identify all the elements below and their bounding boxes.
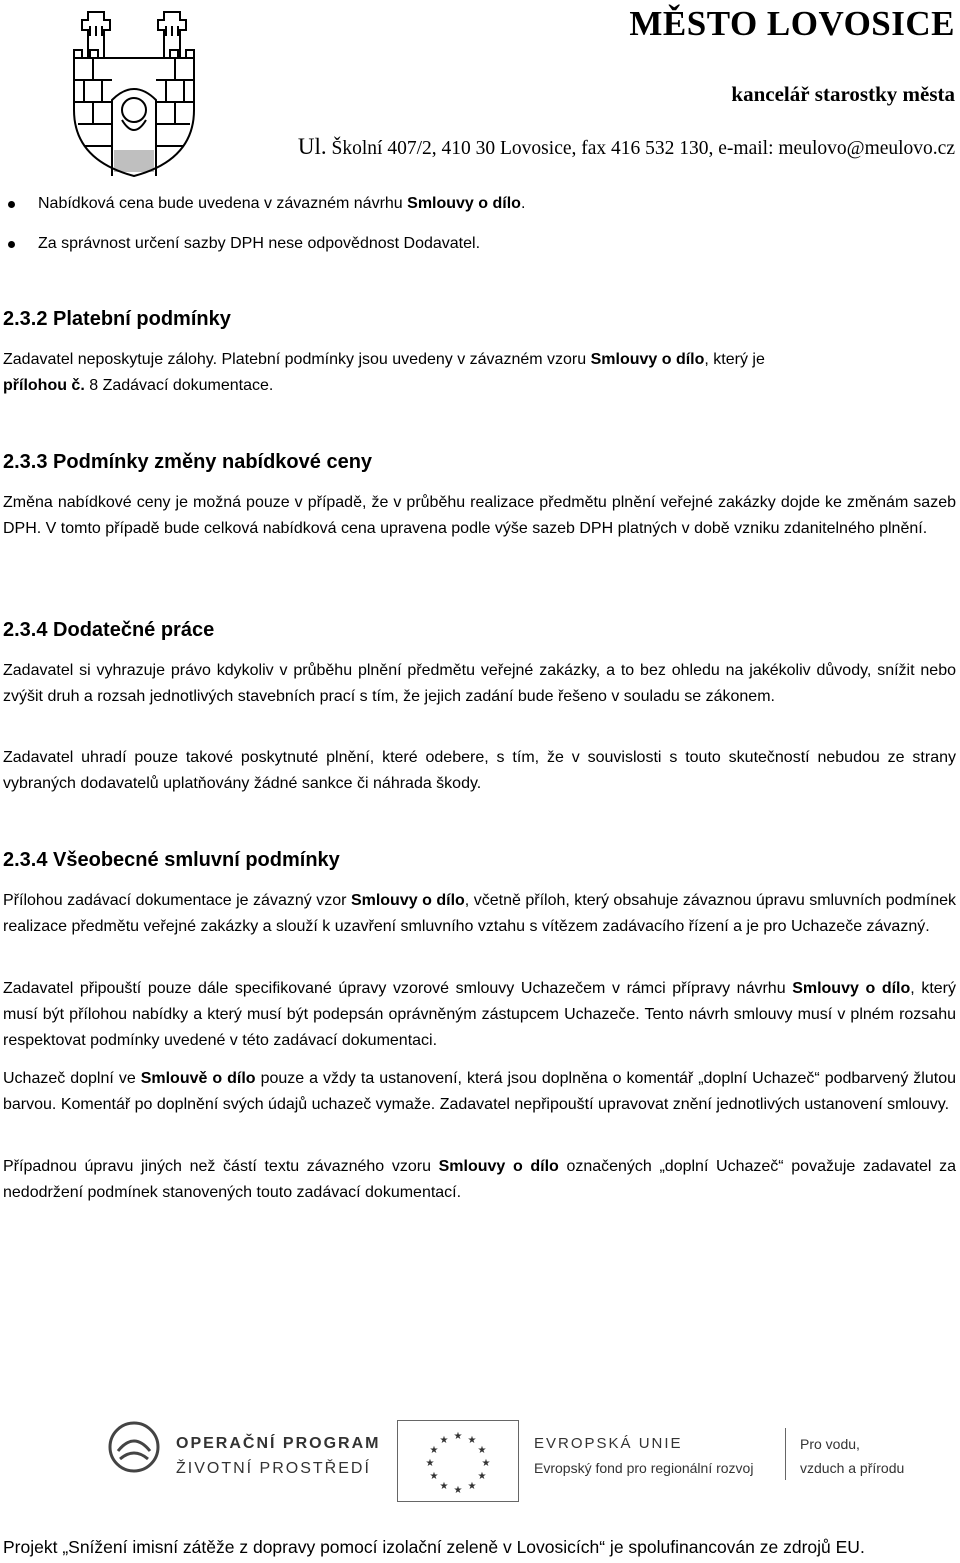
bullet-icon	[8, 201, 15, 208]
footer-project-note: Projekt „Snížení imisní zátěže z dopravy pomocí izolační zeleně v Lovosicích“ je spolufinancován ze zdrojů EU.	[3, 1537, 865, 1557]
svg-text:★: ★	[477, 1445, 487, 1456]
opzp-label-line2: ŽIVOTNÍ PROSTŘEDÍ	[176, 1460, 371, 1477]
section-234a-paragraph-2: Zadavatel uhradí pouze takové poskytnuté plnění, které odebere, s tím, že v souvislosti s touto skutečností nebudou ze strany vybraných dodavatelů uplatňovány žádné sankce či náhrada škody.	[3, 749, 956, 792]
section-234b-paragraph-2: Zadavatel připouští pouze dále specifikované úpravy vzorové smlouvy Uchazečem v rámci přípravy návrhu Smlouvy o dílo, který musí být přílohou nabídky a který musí být podepsán oprávněným zástupcem Uchazeče. Tento návrh smlouvy musí v plném rozsahu respektovat podmínky uvedené v této zadávací dokumentaci.	[3, 980, 956, 1049]
bullet-item-2: Za správnost určení sazby DPH nese odpovědnost Dodavatel.	[8, 231, 908, 257]
eu-flag-icon	[397, 1420, 519, 1502]
section-232-paragraph: Zadavatel neposkytuje zálohy. Platební podmínky jsou uvedeny v závazném vzoru Smlouvy o dílo, který je přílohou č. 8 Zadávací dokumentace.	[3, 351, 765, 394]
section-heading-232: 2.3.2 Platební podmínky	[3, 308, 231, 330]
section-heading-234-vseobecne: 2.3.4 Všeobecné smluvní podmínky	[3, 849, 340, 871]
svg-text:★: ★	[429, 1471, 439, 1482]
opzp-label-line1: OPERAČNÍ PROGRAM	[176, 1435, 381, 1452]
svg-text:★: ★	[467, 1435, 477, 1446]
slogan-line1: Pro vodu,	[800, 1436, 860, 1452]
svg-text:★: ★	[425, 1458, 435, 1469]
svg-text:★: ★	[439, 1435, 449, 1446]
slogan-line2: vzduch a přírodu	[800, 1460, 905, 1476]
svg-text:★: ★	[477, 1471, 487, 1482]
svg-text:★: ★	[453, 1431, 463, 1442]
logo-divider	[785, 1428, 786, 1480]
bullet-icon	[8, 241, 15, 248]
town-title: MĚSTO LOVOSICE	[629, 4, 955, 43]
section-heading-233: 2.3.3 Podmínky změny nabídkové ceny	[3, 451, 373, 473]
section-234b-paragraph-4: Případnou úpravu jiných než částí textu závazného vzoru Smlouvy o dílo označených „doplní Uchazeč“ považuje zadavatel za nedodržení podmínek stanovených touto zadávací dokumentací.	[3, 1158, 956, 1201]
section-234a-paragraph-1: Zadavatel si vyhrazuje právo kdykoliv v průběhu plnění předmětu veřejné zakázky, a to bez ohledu na jakékoliv důvody, snížit nebo zvýšit druh a rozsah jednotlivých stavebních prací s tím, že jejich zadání bude řešeno v souladu se zákonem.	[3, 662, 956, 705]
opzp-logo-icon	[108, 1421, 160, 1473]
svg-text:★: ★	[439, 1481, 449, 1492]
eu-label-line2: Evropský fond pro regionální rozvoj	[534, 1460, 754, 1476]
coat-of-arms-icon	[60, 0, 208, 178]
section-234b-paragraph-3: Uchazeč doplní ve Smlouvě o dílo pouze a vždy ta ustanovení, která jsou doplněna o komentář „doplní Uchazeč“ podbarvený žlutou barvou. Komentář po doplnění svých údajů uchazeč vymaže. Zadavatel nepřipouští upravovat znění jednotlivých ustanovení smlouvy.	[3, 1070, 956, 1113]
svg-text:★: ★	[453, 1485, 463, 1496]
section-heading-234-dodatecne: 2.3.4 Dodatečné práce	[3, 619, 215, 641]
section-233-paragraph: Změna nabídkové ceny je možná pouze v případě, že v průběhu realizace předmětu plnění veřejné zakázky dojde ke změnám sazeb DPH. V tomto případě bude celková nabídková cena upravena podle výše sazeb DPH platných v době vzniku zdanitelného plnění.	[3, 494, 956, 537]
section-234b-paragraph-1: Přílohou zadávací dokumentace je závazný vzor Smlouvy o dílo, včetně příloh, který obsahuje závaznou úpravu smluvních podmínek realizace předmětu veřejné zakázky a slouží k uzavření smluvního vztahu s vítězem zadávacího řízení a je pro Uchazeče závazný.	[3, 892, 956, 935]
office-address	[298, 134, 955, 160]
svg-text:★: ★	[467, 1481, 477, 1492]
address-text: Školní 407/2, 410 30 Lovosice, fax 416 532 130, e-mail: meulovo@meulovo.cz	[331, 138, 955, 159]
address-prefix: Ul.	[297, 134, 327, 159]
office-name: kancelář starostky města	[731, 82, 955, 106]
svg-text:★: ★	[429, 1445, 439, 1456]
bullet-item-1: Nabídková cena bude uvedena v závazném návrhu Smlouvy o dílo.	[8, 191, 908, 217]
eu-label-line1: EVROPSKÁ UNIE	[534, 1435, 683, 1452]
svg-text:★: ★	[481, 1458, 491, 1469]
